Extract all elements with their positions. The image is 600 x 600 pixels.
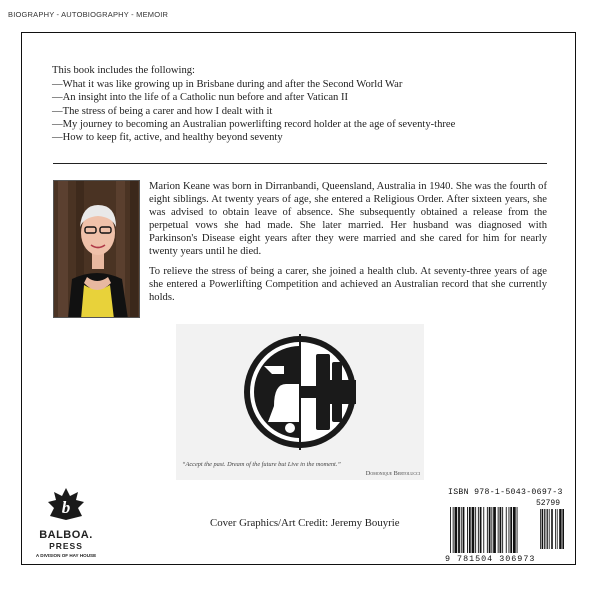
intro-item: —My journey to becoming an Australian powerlifting record holder at the age of seventy-three	[52, 118, 456, 130]
category-label: BIOGRAPHY - AUTOBIOGRAPHY - MEMOIR	[8, 10, 169, 19]
publisher-logo	[30, 486, 102, 556]
svg-text:b: b	[61, 498, 71, 517]
author-bio	[149, 180, 547, 310]
author-portrait-image	[54, 181, 140, 318]
bio-paragraph: Marion Keane was born in Dirranbandi, Queensland, Australia in 1940. She was the fourth of eight siblings. At twenty years of age, she entered a Religious Order. After sixteen years, she was advised to obtain leave of absence. She subsequently obtained a release from the perpetual vows she had made. She later married. Her husband was diagnosed with Parkinson's Disease eight years after they were married and she cared for him for nearly twenty years until he died.	[149, 181, 547, 258]
barcode-digits: 9 781504 306973	[445, 554, 536, 564]
author-photo	[53, 180, 140, 318]
intro-section	[52, 64, 552, 144]
bio-paragraph: To relieve the stress of being a carer, she joined a health club. At seventy-three years of age she entered a Powerlifting Competition and achieved an Australian record that she currently holds.	[149, 265, 547, 303]
section-divider	[53, 163, 547, 164]
isbn-text: ISBN 978-1-5043-0697-3	[448, 488, 563, 497]
publisher-name: BALBOA.	[39, 529, 93, 541]
quote-author: Domonique Bertolucci	[365, 470, 420, 477]
intro-heading: This book includes the following:	[52, 65, 196, 76]
barcode-bars-icon	[448, 487, 570, 561]
emblem-quote: “Accept the past. Dream of the future but Live in the moment.”	[182, 461, 341, 468]
barcode	[448, 487, 570, 561]
intro-item: —The stress of being a carer and how I dealt with it	[52, 105, 273, 117]
intro-item: —How to keep fit, active, and healthy beyond seventy	[52, 132, 283, 144]
price-code: 52799	[536, 499, 561, 508]
emblem-panel	[176, 324, 424, 480]
publisher-tagline: A DIVISION OF HAY HOUSE	[35, 553, 97, 558]
intro-item: —What it was like growing up in Brisbane during and after the Second World War	[52, 79, 403, 91]
publisher-sub: PRESS	[49, 541, 83, 551]
intro-item: —An insight into the life of a Catholic nun before and after Vatican II	[52, 92, 349, 104]
bell-barbell-emblem-icon	[176, 324, 424, 480]
art-credit: Cover Graphics/Art Credit: Jeremy Bouyrie	[210, 517, 400, 529]
lotus-b-logo-icon	[46, 486, 86, 522]
intro-list	[52, 78, 552, 144]
